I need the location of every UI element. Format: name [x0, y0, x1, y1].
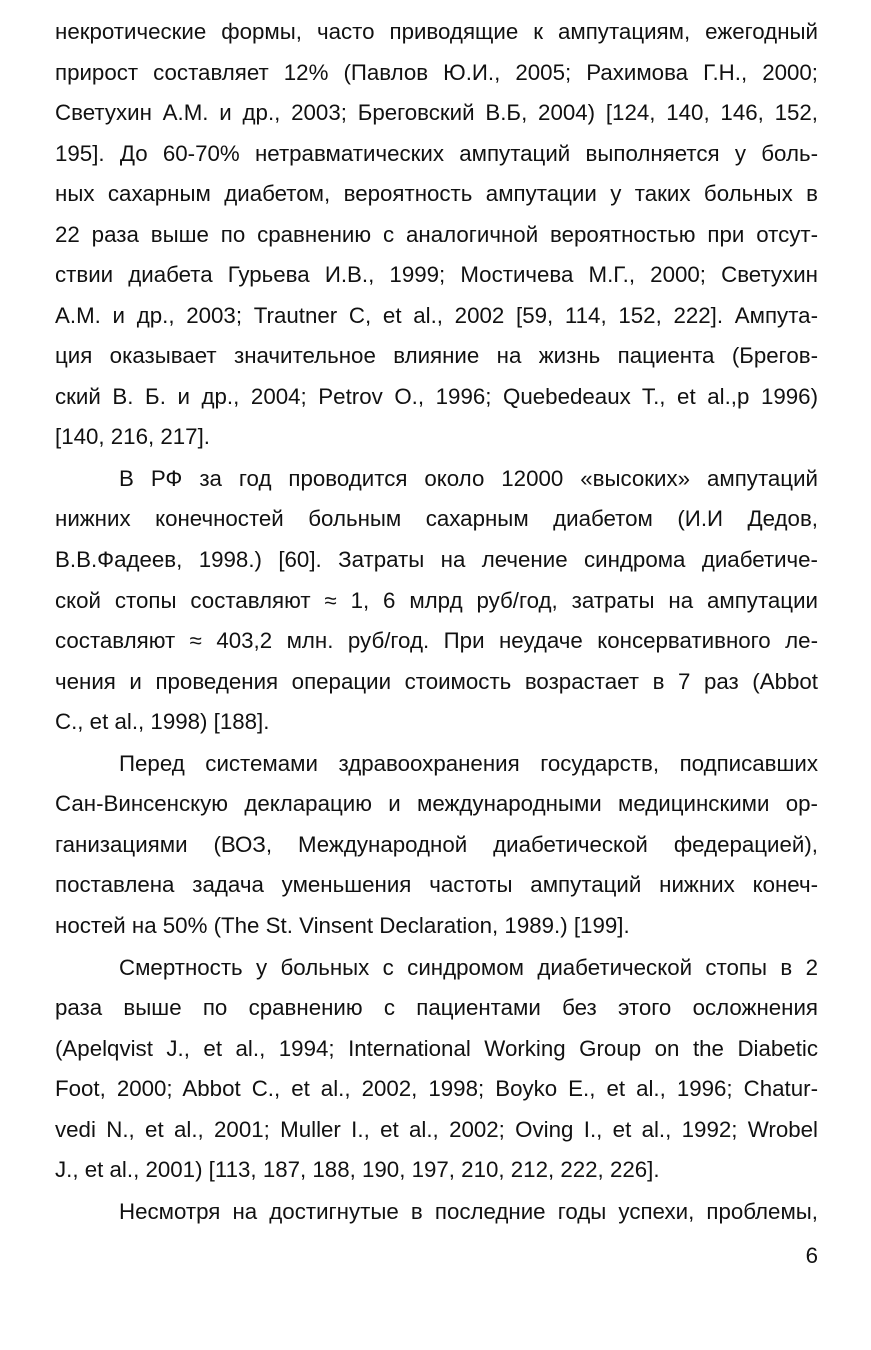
- text-line: 22 раза выше по сравнению с аналогичной вероятностью при отсут-: [55, 222, 818, 247]
- text-line: раза выше по сравнению с пациентами без этого осложнения: [55, 995, 818, 1020]
- text-line: В РФ за год проводится около 12000 «высоких» ампутаций: [119, 466, 818, 491]
- text-line: прирост составляет 12% (Павлов Ю.И., 2005; Рахимова Г.Н., 2000;: [55, 60, 818, 85]
- text-line: ствии диабета Гурьева И.В., 1999; Мостичева М.Г., 2000; Светухин: [55, 262, 818, 287]
- text-line: чения и проведения операции стоимость возрастает в 7 раз (Abbot: [55, 669, 818, 694]
- text-line: ция оказывает значительное влияние на жизнь пациента (Брегов-: [55, 343, 818, 368]
- text-line: составляют ≈ 403,2 млн. руб/год. При неудаче консервативного ле-: [55, 628, 818, 653]
- text-line: ных сахарным диабетом, вероятность ампутации у таких больных в: [55, 181, 818, 206]
- text-line: нижних конечностей больным сахарным диабетом (И.И Дедов,: [55, 506, 818, 531]
- text-line: (Apelqvist J., et al., 1994; International Working Group on the Diabetic: [55, 1036, 818, 1061]
- text-line: А.М. и др., 2003; Trautner C, et al., 2002 [59, 114, 152, 222]. Ампута-: [55, 303, 818, 328]
- text-line: Несмотря на достигнутые в последние годы успехи, проблемы,: [119, 1199, 818, 1224]
- text-line: поставлена задача уменьшения частоты ампутаций нижних конеч-: [55, 872, 818, 897]
- text-line: Светухин А.М. и др., 2003; Бреговский В.Б, 2004) [124, 140, 146, 152,: [55, 100, 818, 125]
- text-line: 195]. До 60-70% нетравматических ампутаций выполняется у боль-: [55, 141, 818, 166]
- text-line: Сан-Винсенскую декларацию и международными медицинскими ор-: [55, 791, 818, 816]
- text-line: ский В. Б. и др., 2004; Petrov O., 1996; Quebedeaux T., et al.,p 1996): [55, 384, 818, 409]
- text-line: vedi N., et al., 2001; Muller I., et al., 2002; Oving I., et al., 1992; Wrobel: [55, 1117, 818, 1142]
- text-line: Смертность у больных с синдромом диабетической стопы в 2: [119, 955, 818, 980]
- text-line: ской стопы составляют ≈ 1, 6 млрд руб/год, затраты на ампутации: [55, 588, 818, 613]
- text-line: [140, 216, 217].: [55, 424, 210, 449]
- text-line: некротические формы, часто приводящие к ампутациям, ежегодный: [55, 19, 818, 44]
- text-line: В.В.Фадеев, 1998.) [60]. Затраты на лечение синдрома диабетиче-: [55, 547, 818, 572]
- text-line: J., et al., 2001) [113, 187, 188, 190, 197, 210, 212, 222, 226].: [55, 1157, 660, 1182]
- text-line: ганизациями (ВОЗ, Международной диабетической федерацией),: [55, 832, 818, 857]
- text-line: ностей на 50% (The St. Vinsent Declaration, 1989.) [199].: [55, 913, 630, 938]
- text-line: Перед системами здравоохранения государств, подписавших: [119, 751, 818, 776]
- text-line: Foot, 2000; Abbot C., et al., 2002, 1998; Boyko E., et al., 1996; Chatur-: [55, 1076, 818, 1101]
- text-line: C., et al., 1998) [188].: [55, 709, 270, 734]
- page-number: 6: [805, 1243, 818, 1268]
